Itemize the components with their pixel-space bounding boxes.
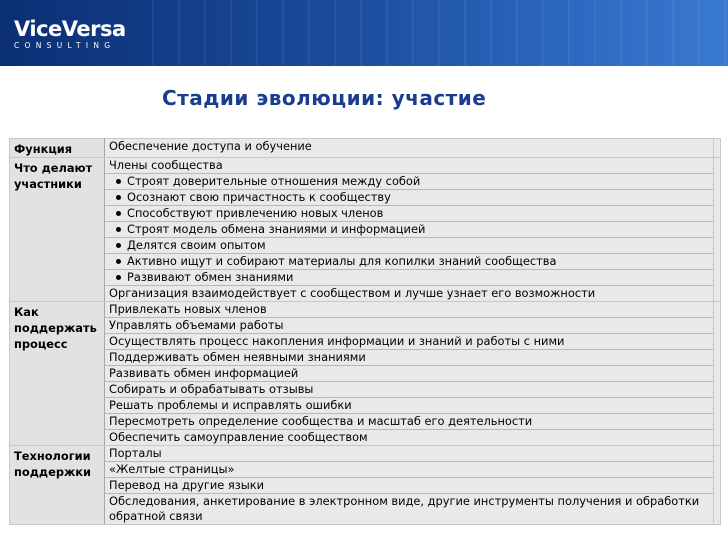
line-text: Привлекать новых членов bbox=[109, 302, 267, 316]
bullet-icon bbox=[116, 227, 121, 232]
header-band bbox=[0, 0, 728, 66]
function-cell: Как поддержать процесс bbox=[10, 302, 105, 446]
function-cell: Технологии поддержки bbox=[10, 446, 105, 525]
line-text: Строят доверительные отношения между собой bbox=[127, 174, 421, 188]
bullet-icon bbox=[116, 211, 121, 216]
bullet-item bbox=[105, 270, 713, 286]
line-text: Организация взаимодействует с сообществом и лучше узнает его возможности bbox=[109, 286, 596, 300]
content-line bbox=[105, 414, 713, 430]
line-text: Управлять объемами работы bbox=[109, 318, 284, 332]
table-row bbox=[10, 139, 721, 158]
logo-subtitle: CONSULTING bbox=[14, 41, 116, 50]
line-text: Обследования, анкетирование в электронном виде, другие инструменты получения и обработки обратной связи bbox=[109, 494, 700, 523]
line-text: Решать проблемы и исправлять ошибки bbox=[109, 398, 352, 412]
bullet-icon bbox=[116, 195, 121, 200]
table-edge bbox=[714, 446, 721, 525]
bullet-icon bbox=[116, 179, 121, 184]
line-text: Активно ищут и собирают материалы для копилки знаний сообщества bbox=[127, 254, 557, 268]
content-line bbox=[105, 158, 713, 174]
line-text: Поддерживать обмен неявными знаниями bbox=[109, 350, 366, 364]
line-text: «Желтые страницы» bbox=[109, 462, 235, 476]
participation-table bbox=[9, 138, 721, 525]
line-text: Строят модель обмена знаниями и информацией bbox=[127, 222, 426, 236]
line-text: Развивают обмен знаниями bbox=[127, 270, 294, 284]
bullet-item bbox=[105, 206, 713, 222]
line-text: Обеспечение доступа и обучение bbox=[109, 139, 312, 153]
table-row bbox=[10, 302, 721, 446]
content-line bbox=[105, 462, 713, 478]
content-line bbox=[105, 366, 713, 382]
line-text: Собирать и обрабатывать отзывы bbox=[109, 382, 314, 396]
content-line bbox=[105, 302, 713, 318]
line-text: Порталы bbox=[109, 446, 162, 460]
content-cell bbox=[105, 302, 714, 446]
bullet-icon bbox=[116, 243, 121, 248]
content-line bbox=[105, 334, 713, 350]
content-line bbox=[105, 382, 713, 398]
bullet-item bbox=[105, 222, 713, 238]
line-text: Развивать обмен информацией bbox=[109, 366, 299, 380]
table-row bbox=[10, 446, 721, 525]
content-line bbox=[105, 430, 713, 445]
content-line bbox=[105, 286, 713, 301]
bullet-item bbox=[105, 174, 713, 190]
bullet-item bbox=[105, 238, 713, 254]
header-decoration bbox=[128, 0, 728, 66]
line-text: Обеспечить самоуправление сообществом bbox=[109, 430, 368, 444]
table-edge bbox=[714, 302, 721, 446]
line-text: Делятся своим опытом bbox=[127, 238, 266, 252]
content-line bbox=[105, 494, 713, 524]
bullet-item bbox=[105, 190, 713, 206]
line-text: Пересмотреть определение сообщества и масштаб его деятельности bbox=[109, 414, 533, 428]
line-text: Перевод на другие языки bbox=[109, 478, 265, 492]
bullet-icon bbox=[116, 275, 121, 280]
content-line bbox=[105, 139, 713, 154]
company-logo bbox=[14, 18, 126, 50]
table-edge bbox=[714, 158, 721, 302]
function-cell: Функция bbox=[10, 139, 105, 158]
line-text: Осознают свою причастность к сообществу bbox=[127, 190, 391, 204]
content-cell bbox=[105, 139, 714, 158]
content-line bbox=[105, 446, 713, 462]
content-line bbox=[105, 350, 713, 366]
bullet-icon bbox=[116, 259, 121, 264]
function-cell: Что делают участники bbox=[10, 158, 105, 302]
line-text: Осуществлять процесс накопления информации и знаний и работы с ними bbox=[109, 334, 565, 348]
table-edge bbox=[714, 139, 721, 158]
content-line bbox=[105, 318, 713, 334]
content-cell bbox=[105, 446, 714, 525]
logo-brand: ViceVersa bbox=[14, 17, 126, 41]
line-text: Члены сообщества bbox=[109, 158, 223, 172]
content-cell bbox=[105, 158, 714, 302]
line-text: Способствуют привлечению новых членов bbox=[127, 206, 384, 220]
bullet-item bbox=[105, 254, 713, 270]
slide-title: Стадии эволюции: участие bbox=[162, 86, 487, 110]
content-line bbox=[105, 478, 713, 494]
content-line bbox=[105, 398, 713, 414]
table-row bbox=[10, 158, 721, 302]
